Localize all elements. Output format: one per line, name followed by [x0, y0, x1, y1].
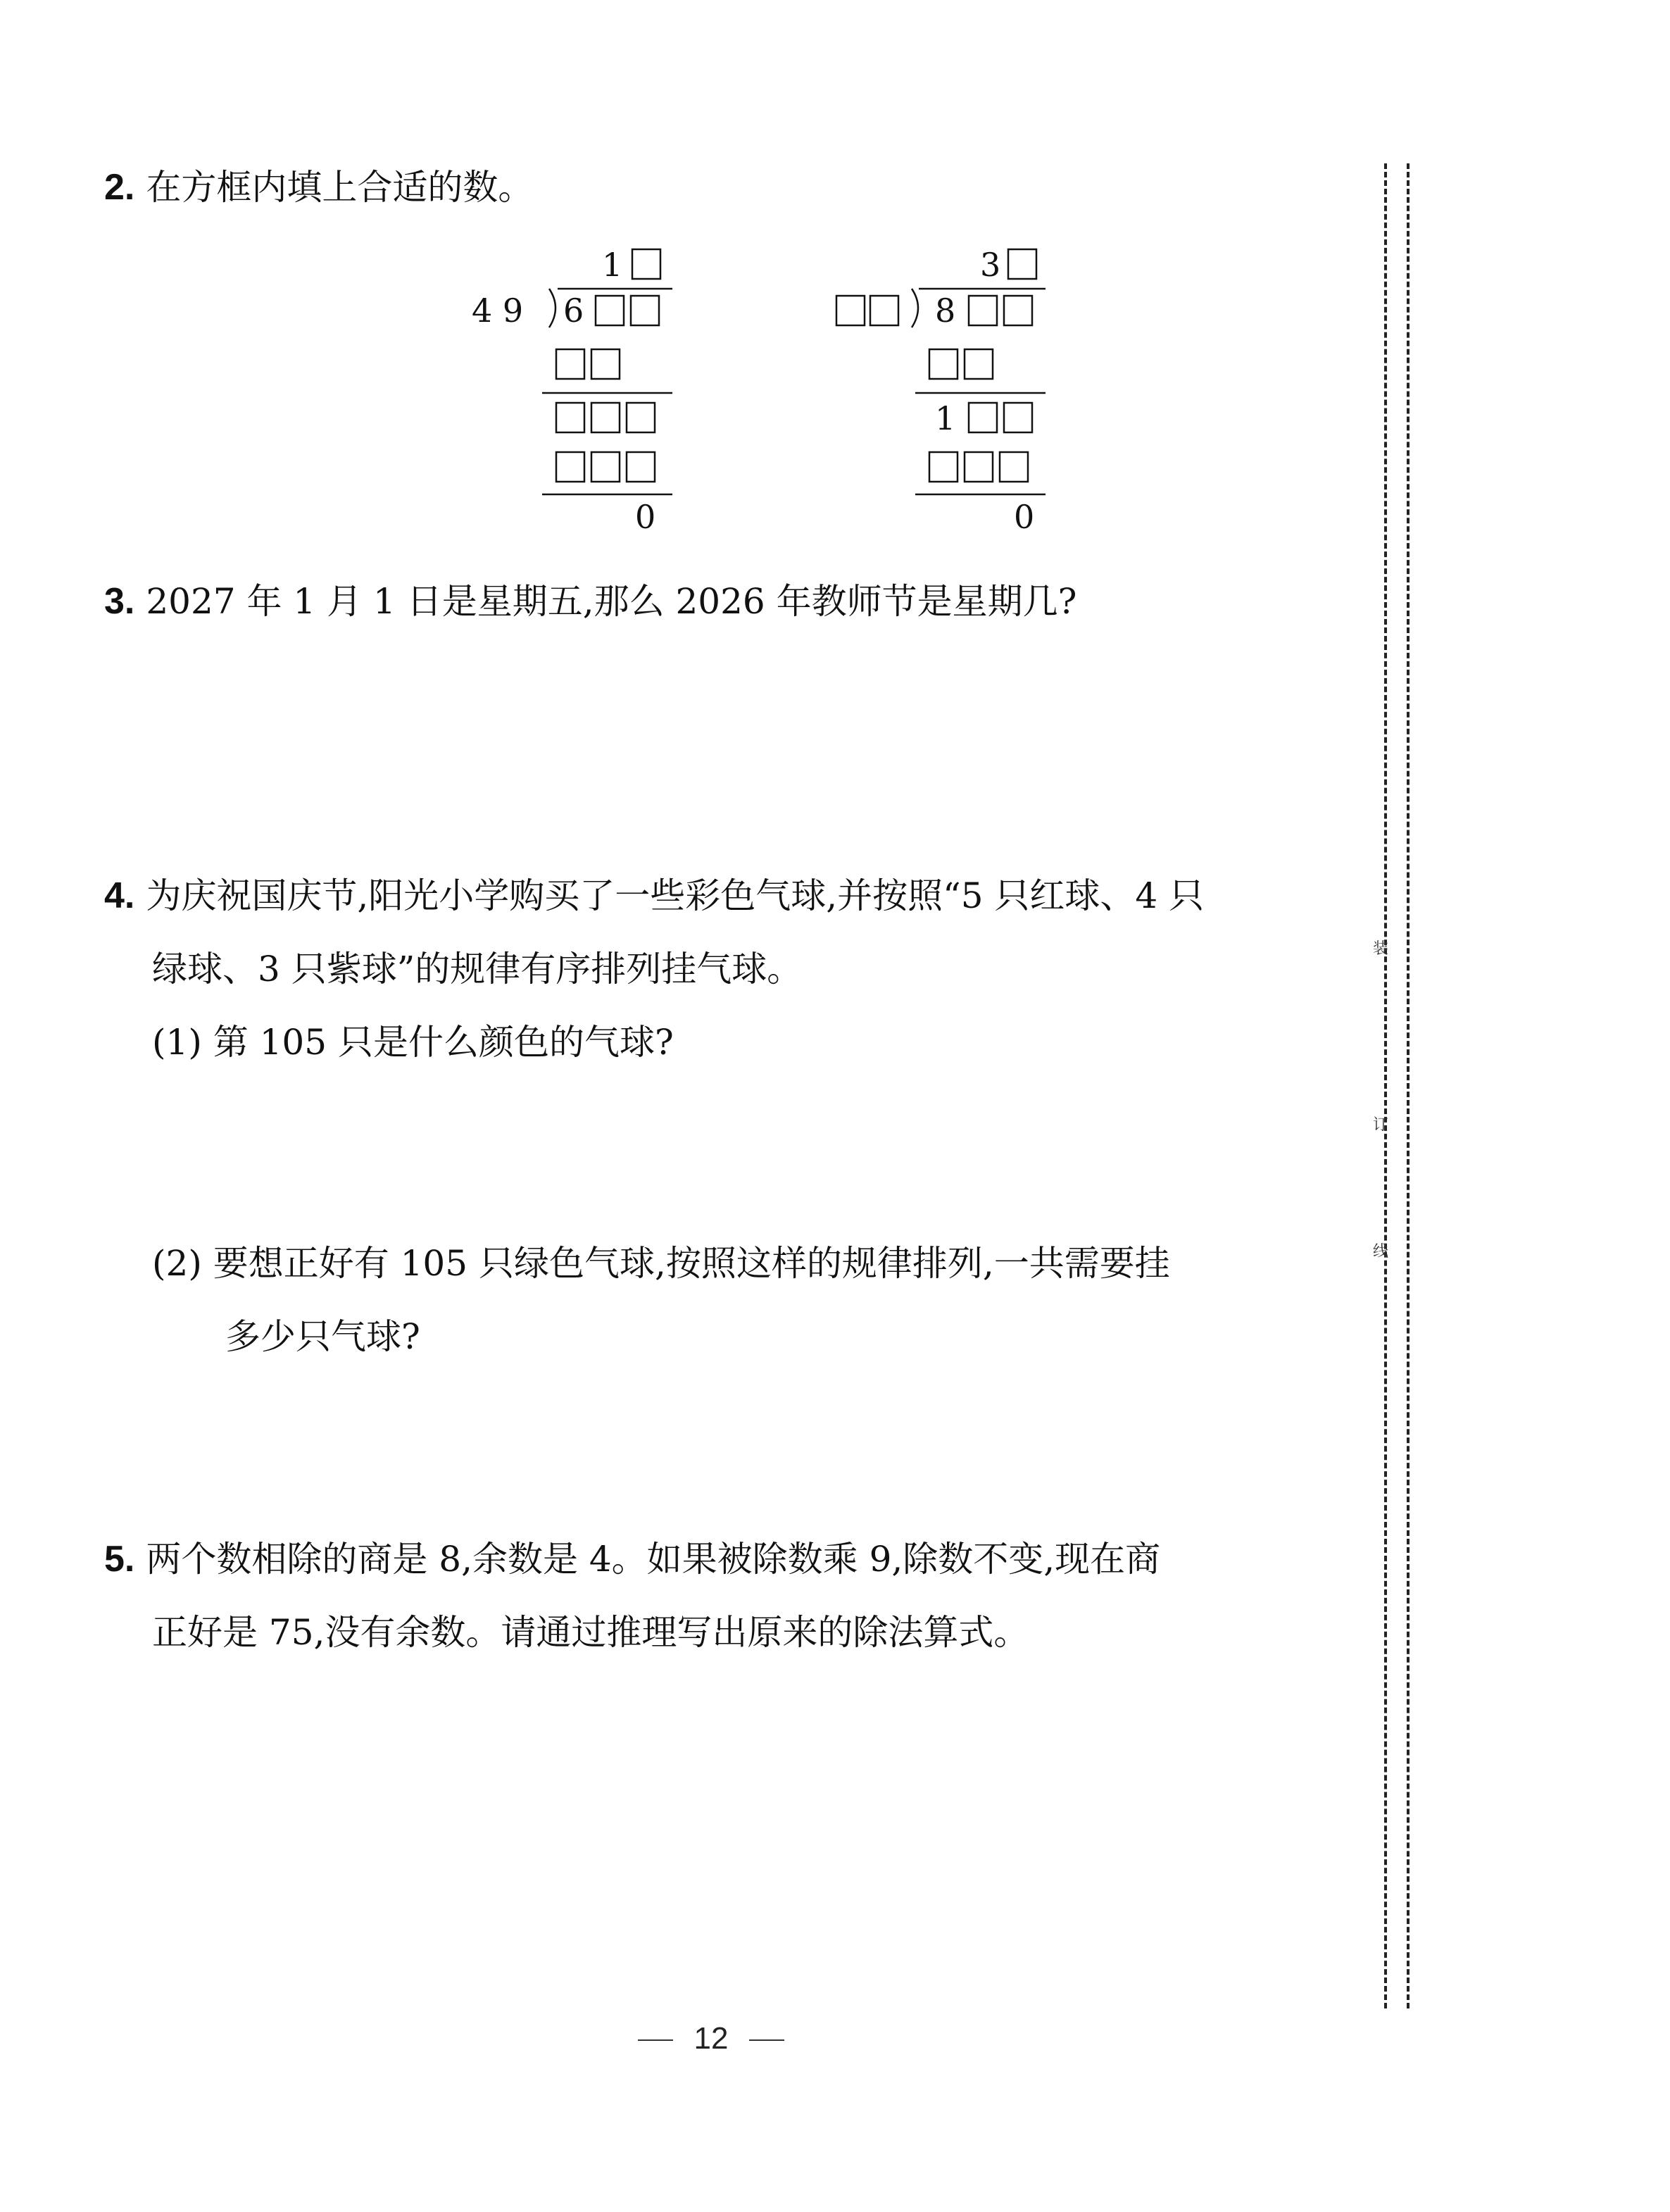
- question-number: 2.: [104, 167, 135, 208]
- dash: [749, 2039, 784, 2041]
- dash: [638, 2039, 673, 2041]
- binding-label: 订: [1373, 1116, 1389, 1134]
- question-5-line-2: 正好是 75,没有余数。请通过推理写出原来的除法算式。: [152, 1612, 1029, 1653]
- blank-box[interactable]: [836, 296, 865, 325]
- blank-box[interactable]: [1004, 403, 1032, 432]
- question-number: 4.: [104, 875, 135, 916]
- blank-box[interactable]: [627, 403, 655, 432]
- question-2: [104, 168, 533, 207]
- binding-dashed-line: [1407, 163, 1410, 2008]
- blank-box[interactable]: [591, 452, 620, 482]
- binding-label: 装: [1373, 940, 1389, 958]
- question-number: 5.: [104, 1539, 135, 1580]
- question-4-line-2: 绿球、3 只紫球”的规律有序排列挂气球。: [152, 949, 803, 989]
- blank-box[interactable]: [631, 296, 659, 325]
- blank-box[interactable]: [1000, 452, 1028, 482]
- question-text: 在方框内填上合适的数。: [146, 167, 534, 208]
- question-4-part-2-line-2: 多少只气球?: [225, 1316, 420, 1357]
- long-division-2: [831, 239, 1070, 542]
- blank-box[interactable]: [1004, 296, 1032, 325]
- long-division-1: [451, 239, 690, 542]
- remainder: 0: [1014, 498, 1035, 536]
- blank-box[interactable]: [929, 349, 958, 379]
- question-5: [104, 1539, 1160, 1579]
- page-number: [605, 2021, 817, 2056]
- blank-box[interactable]: [1008, 249, 1036, 279]
- divisor: 4 9: [472, 292, 524, 330]
- blank-box[interactable]: [556, 452, 584, 482]
- quotient-digit: 3: [980, 246, 1001, 284]
- dividend-digit: 8: [935, 292, 956, 330]
- page-number-text: 12: [693, 2021, 729, 2056]
- blank-box[interactable]: [969, 403, 997, 432]
- question-text: 为庆祝国庆节,阳光小学购买了一些彩色气球,并按照“5 只红球、4 只: [146, 875, 1205, 916]
- question-4-part-2: (2) 要想正好有 105 只绿色气球,按照这样的规律排列,一共需要挂: [152, 1243, 1170, 1284]
- blank-box[interactable]: [632, 249, 660, 279]
- blank-box[interactable]: [929, 452, 958, 482]
- question-number: 3.: [104, 581, 135, 622]
- blank-box[interactable]: [870, 296, 898, 325]
- blank-box[interactable]: [965, 349, 993, 379]
- remainder: 0: [635, 498, 656, 536]
- binding-label: 线: [1373, 1243, 1389, 1261]
- blank-box[interactable]: [556, 403, 584, 432]
- partial-digit: 1: [935, 399, 956, 437]
- question-3: [104, 582, 1076, 621]
- binding-dashed-line: [1384, 163, 1387, 2008]
- question-text: 两个数相除的商是 8,余数是 4。如果被除数乘 9,除数不变,现在商: [146, 1539, 1161, 1580]
- blank-box[interactable]: [596, 296, 624, 325]
- blank-box[interactable]: [591, 403, 620, 432]
- dividend-digit: 6: [563, 292, 584, 330]
- quotient-digit: 1: [602, 246, 623, 284]
- question-text: 2027 年 1 月 1 日是星期五,那么 2026 年教师节是星期几?: [146, 581, 1077, 622]
- question-4-part-1: (1) 第 105 只是什么颜色的气球?: [152, 1022, 674, 1063]
- blank-box[interactable]: [627, 452, 655, 482]
- blank-box[interactable]: [965, 452, 993, 482]
- blank-box[interactable]: [591, 349, 620, 379]
- blank-box[interactable]: [969, 296, 997, 325]
- blank-box[interactable]: [556, 349, 584, 379]
- question-4: [104, 876, 1204, 916]
